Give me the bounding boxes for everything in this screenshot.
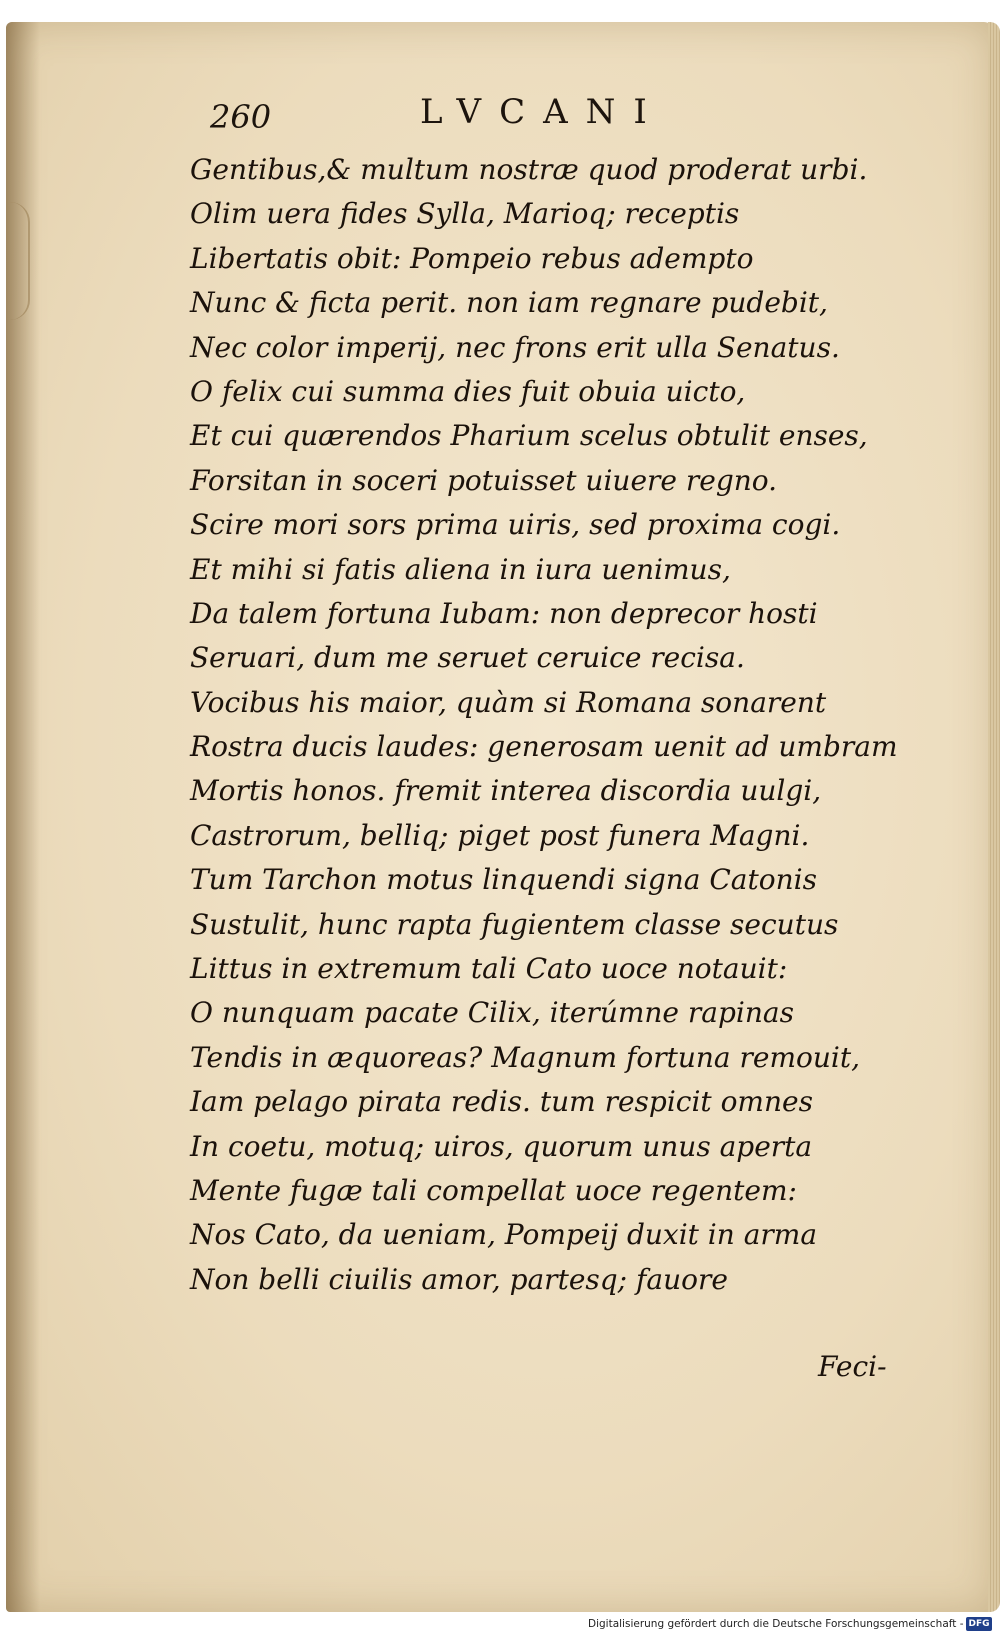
verse-text	[190, 148, 898, 1302]
verse-line: Littus in extremum tali Cato uoce notauit:	[190, 952, 788, 986]
verse-line: Forsitan in soceri potuisset uiuere regno.	[190, 463, 778, 497]
page-number: 260	[210, 98, 272, 136]
verse-line: Tendis in æquoreas? Magnum fortuna remouit,	[190, 1040, 861, 1074]
verse-line: Castrorum, belliq; piget post funera Magni.	[190, 818, 810, 852]
verse-line: Libertatis obit: Pompeio rebus adempto	[190, 241, 754, 275]
catchword: Feci-	[818, 1350, 887, 1383]
page-header	[210, 92, 770, 152]
verse-line: O felix cui summa dies fuit obuia uicto,	[190, 374, 746, 408]
verse-line: In coetu, motuq; uiros, quorum unus aperta	[190, 1129, 813, 1163]
verse-line: Et cui quærendos Pharium scelus obtulit enses,	[190, 419, 868, 453]
running-title: LVCANI	[420, 92, 665, 132]
verse-line: Nunc & ficta perit. non iam regnare pudebit,	[190, 286, 828, 320]
verse-line: Vocibus his maior, quàm si Romana sonarent	[190, 685, 827, 719]
verse-line: Scire mori sors prima uiris, sed proxima cogi.	[190, 508, 841, 542]
page-edge-tab	[6, 202, 30, 320]
verse-line: Sustulit, hunc rapta fugientem classe secutus	[190, 907, 839, 941]
verse-line: Non belli ciuilis amor, partesq; fauore	[190, 1262, 728, 1296]
dfg-logo: DFG	[966, 1617, 992, 1631]
verse-line: Nos Cato, da ueniam, Pompeij duxit in arma	[190, 1218, 818, 1252]
verse-line: Nec color imperij, nec frons erit ulla Senatus.	[190, 330, 840, 364]
verse-line: Et mihi si fatis aliena in iura uenimus,	[190, 552, 731, 586]
verse-line: Tum Tarchon motus linquendi signa Catonis	[190, 863, 817, 897]
digitization-credit: Digitalisierung gefördert durch die Deutsche Forschungsgemeinschaft -	[588, 1618, 964, 1630]
verse-line: Rostra ducis laudes: generosam uenit ad umbram	[190, 730, 898, 764]
verse-line: Gentibus,& multum nostræ quod proderat urbi.	[190, 153, 868, 186]
verse-line: Mortis honos. fremit interea discordia uulgi,	[190, 774, 822, 808]
verse-line: Seruari, dum me seruet ceruice recisa.	[190, 641, 745, 675]
verse-line: Iam pelago pirata redis. tum respicit omnes	[190, 1085, 813, 1119]
verse-line: Da talem fortuna Iubam: non deprecor hosti	[190, 596, 818, 630]
verse-line: Olim uera fides Sylla, Marioq; receptis	[190, 197, 740, 231]
verse-line: Mente fugæ tali compellat uoce regentem:	[190, 1173, 797, 1207]
verse-line: O nunquam pacate Cilix, iterúmne rapinas	[190, 996, 794, 1030]
page-edges	[988, 22, 1000, 1612]
